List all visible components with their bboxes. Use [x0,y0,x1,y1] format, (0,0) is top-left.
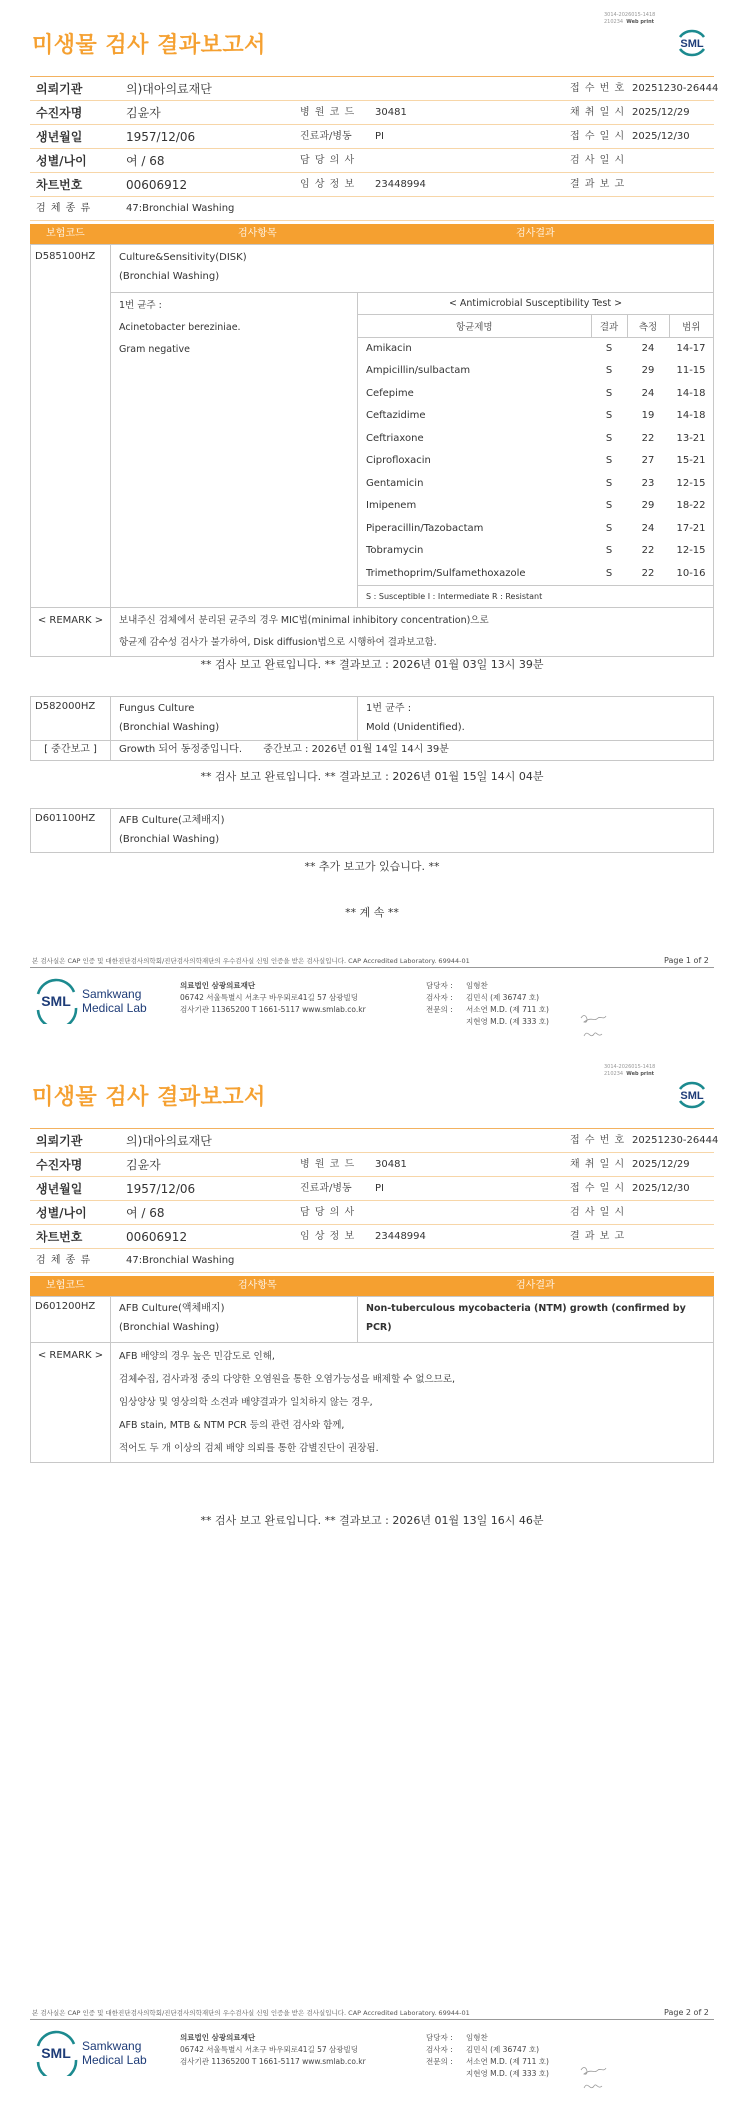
institution-value: 의)대아의료재단 [126,1134,212,1148]
disk-complete-note: ** 검사 보고 완료입니다. ** 결과보고 : 2026년 01월 03일 13시 39분 [200,658,544,671]
fungus-test-name-cell [111,697,358,741]
antibiotic-range: 18-22 [676,500,706,512]
sex-age-label: 성별/나이 [36,154,87,168]
afb-liquid-code: D601200HZ [31,1297,111,1343]
institution-label: 의뢰기관 [36,82,83,96]
antibiotic-row [358,517,713,540]
disk-test-table [30,244,714,657]
report-label: 결 과 보 고 [570,1231,626,1242]
svg-text:Samkwang: Samkwang [82,987,142,1001]
gram-stain: Gram negative [119,344,190,355]
lab-org-name: 의료법인 삼광의료재단 [180,2033,256,2042]
antibiotic-row [358,495,713,518]
chart-no-label: 차트번호 [36,1230,83,1244]
antibiotic-zone-value: 24 [641,522,655,534]
ast-col-result: 결과 [591,315,627,337]
remark-line: 적어도 두 개 이상의 검체 배양 의뢰를 통한 감별진단이 권장됨. [119,1443,379,1454]
antibiotic-name: Gentamicin [366,477,424,489]
sml-logo [674,25,710,61]
dept-label: 진료과/병동 [300,131,352,142]
antibiotic-row [358,382,713,405]
hospital-code-label: 병 원 코 드 [300,1159,356,1170]
antibiotic-row [358,562,713,585]
antibiotic-name: Trimethoprim/Sulfamethoxazole [366,567,526,579]
disk-test-name-cell [111,245,714,293]
code-header: 보험코드 [46,1280,85,1291]
receipt-no-label: 접 수 번 호 [570,83,626,94]
results-header [30,224,714,244]
fungus-organism-label: 1번 균주 : [366,703,412,714]
remark-line: 임상양상 및 영상의학 소견과 배양결과가 일치하지 않는 경우, [119,1397,373,1408]
hospital-code-value: 30481 [375,107,407,118]
birth-label: 생년월일 [36,1182,83,1196]
antibiotic-zone-value: 22 [641,567,655,579]
ast-legend: S : Susceptible I : Intermediate R : Resistant [358,585,713,607]
antibiotic-name: Tobramycin [366,545,424,557]
result-header: 검사결과 [516,228,555,239]
patient-info-table [30,1128,719,1273]
receipt-no-value: 20251230-26444 [632,1135,719,1146]
cap-statement: 본 검사실은 CAP 인증 및 대한진단검사의학회/진단검사의학재단의 우수검사실 신임 인증을 받은 검사실입니다. CAP Accredited Laboratory. 69944-01 [32,957,470,965]
clinical-label: 임 상 정 보 [300,1231,356,1242]
clinical-value: 23448994 [375,1231,426,1242]
interim-text: Growth 되어 동정중입니다. [119,744,243,755]
svg-text:SML: SML [680,38,704,50]
report-page-2 [0,1052,744,2104]
antibiotic-zone-value: 29 [641,365,655,377]
result-header: 검사결과 [516,1280,555,1291]
collect-date-label: 채 취 일 시 [570,107,626,118]
afb-solid-specimen: (Bronchial Washing) [119,834,220,845]
specimen-label: 검 체 종 류 [36,1255,92,1266]
antibiotic-name: Ceftazidime [366,410,426,422]
ast-title: < Antimicrobial Susceptibility Test > [358,293,713,315]
svg-text:Samkwang: Samkwang [82,2039,142,2053]
continued-note: ** 계 속 ** [345,906,399,919]
test-date-label: 검 사 일 시 [570,155,626,166]
clinical-value: 23448994 [375,179,426,190]
hospital-code-label: 병 원 코 드 [300,107,356,118]
interim-time: 중간보고 : 2026년 01월 14일 14시 39분 [263,744,449,755]
birth-value: 1957/12/06 [126,1182,196,1196]
receipt-date-value: 2025/12/30 [632,1183,690,1194]
antibiotic-result: S [605,477,613,489]
antibiotic-name: Amikacin [366,343,412,354]
afb-solid-name: AFB Culture(고체배지) [119,815,225,826]
recipient-label: 수진자명 [36,1158,83,1172]
receipt-date-label: 접 수 일 시 [570,131,626,142]
antibiotic-result: S [605,545,613,557]
fungus-test-code: D582000HZ [31,697,111,741]
fungus-test-specimen: (Bronchial Washing) [119,722,220,733]
afb-liquid-specimen: (Bronchial Washing) [119,1322,220,1333]
interim-cell [111,741,714,761]
disk-test-code: D585100HZ [31,245,111,608]
afb-solid-code: D601100HZ [31,809,111,853]
specimen-value: 47:Bronchial Washing [126,203,235,214]
clinical-label: 임 상 정 보 [300,179,356,190]
report-label: 결 과 보 고 [570,179,626,190]
collect-date-value: 2025/12/29 [632,1159,690,1170]
additional-report-note: ** 추가 보고가 있습니다. ** [304,860,440,873]
lab-staff: 담당자 : 임형찬 검사자 : 김민식 (제 36747 호) 전문의 : 서소연 M.D. (제 711 호) 지현영 M.D. (제 333 호) [426,2033,549,2078]
antibiotic-name: Cefepime [366,387,414,399]
afb-liquid-result-1: Non-tuberculous mycobacteria (NTM) growth (confirmed by [366,1303,686,1314]
remark-line: 검체수집, 검사과정 중의 다양한 오염원을 통한 오염가능성을 배제할 수 없으므로, [119,1374,456,1385]
sex-age-value: 여 / 68 [126,1206,165,1220]
institution-value: 의)대아의료재단 [126,82,212,96]
antibiotic-name: Ampicillin/sulbactam [366,365,471,377]
antibiotic-result: S [605,500,613,512]
remark-cell [111,607,714,656]
footer-divider [30,2019,714,2020]
remark-line: AFB stain, MTB & NTM PCR 등의 관련 검사와 함께, [119,1420,345,1431]
lab-contact: 검사기관 11365200 T 1661-5117 www.smlab.co.kr [180,2057,366,2066]
antibiotic-range: 14-17 [676,343,706,354]
receipt-no-value: 20251230-26444 [632,83,719,94]
lab-staff: 담당자 : 임형찬 검사자 : 김민식 (제 36747 호) 전문의 : 서소연 M.D. (제 711 호) 지현영 M.D. (제 333 호) [426,981,549,1026]
samkwang-logo [34,978,154,1024]
lab-org-info [180,2032,366,2068]
antibiotic-range: 17-21 [676,522,706,534]
page-number: Page 1 of 2 [664,956,709,965]
antibiotic-row [358,450,713,473]
page-title: 미생물 검사 결과보고서 [32,1085,266,1110]
antibiotic-row [358,472,713,495]
item-header: 검사항목 [238,228,277,239]
patient-info-table [30,76,719,221]
remark-label: < REMARK > [31,607,111,656]
chart-no-label: 차트번호 [36,178,83,192]
antibiotic-zone-value: 22 [641,545,655,557]
lab-org-name: 의료법인 삼광의료재단 [180,981,256,990]
page-number: Page 2 of 2 [664,2008,709,2017]
antibiotic-row [358,337,713,360]
fungus-test-name: Fungus Culture [119,703,195,714]
ast-col-value: 측정 [627,315,669,337]
remark-line-1: 보내주신 검체에서 분리된 균주의 경우 MIC법(minimal inhibitory concentration)으로 [119,614,489,626]
footer-divider [30,967,714,968]
ast-table [358,315,713,585]
fungus-organism: Mold (Unidentified). [366,722,465,733]
fungus-test-table [30,696,714,761]
samkwang-logo [34,2030,154,2076]
antibiotic-result: S [605,432,613,444]
afb-liquid-name-cell [111,1297,358,1343]
dept-value: PI [375,1183,384,1194]
page-title: 미생물 검사 결과보고서 [32,33,266,58]
collect-date-value: 2025/12/29 [632,107,690,118]
antibiotic-name: Piperacillin/Tazobactam [366,522,484,534]
antibiotic-range: 12-15 [676,545,706,557]
lab-address: 06742 서울특별시 서초구 바우뫼로41길 57 삼광빌딩 [180,2045,359,2054]
organism-cell [111,293,358,608]
antibiotic-name: Ciprofloxacin [366,455,431,467]
lab-contact: 검사기관 11365200 T 1661-5117 www.smlab.co.kr [180,1005,366,1014]
doctor-label: 담 당 의 사 [300,1207,356,1218]
antibiotic-zone-value: 24 [641,387,655,399]
antibiotic-range: 12-15 [676,477,706,489]
antibiotic-range: 13-21 [676,432,706,444]
antibiotic-zone-value: 29 [641,500,655,512]
print-meta: 3014-2026015-1418 210234 Web print [604,1064,656,1077]
organism-label: 1번 균주 : [119,300,162,311]
antibiotic-zone-value: 23 [641,477,655,489]
antibiotic-result: S [605,387,613,399]
afb-solid-name-cell [111,809,714,853]
birth-value: 1957/12/06 [126,130,196,144]
antibiotic-name: Ceftriaxone [366,432,424,444]
sml-logo [674,1077,710,1113]
dept-value: PI [375,131,384,142]
doctor-label: 담 당 의 사 [300,155,356,166]
organism-name: Acinetobacter bereziniae. [119,322,241,333]
sex-age-value: 여 / 68 [126,154,165,168]
antibiotic-result: S [605,567,613,579]
recipient-label: 수진자명 [36,106,83,120]
chart-no-value: 00606912 [126,178,188,192]
receipt-no-label: 접 수 번 호 [570,1135,626,1146]
ast-col-drug: 항균제명 [358,315,591,337]
afb-liquid-table [30,1296,714,1463]
antibiotic-row [358,405,713,428]
lab-org-info [180,980,366,1016]
antibiotic-zone-value: 22 [641,432,655,444]
fungus-result-cell [358,697,714,741]
antibiotic-result: S [605,455,613,467]
antibiotic-zone-value: 24 [641,343,655,354]
svg-text:Medical Lab: Medical Lab [82,1001,147,1015]
afb-solid-table [30,808,714,853]
antibiotic-range: 15-21 [676,455,706,467]
antibiotic-row [358,360,713,383]
test-date-label: 검 사 일 시 [570,1207,626,1218]
svg-text:SML: SML [41,993,71,1009]
remark-label: < REMARK > [31,1343,111,1463]
receipt-date-value: 2025/12/30 [632,131,690,142]
antibiotic-result: S [605,343,613,354]
antibiotic-range: 14-18 [676,410,706,422]
results-header [30,1276,714,1296]
afb-liquid-complete-note: ** 검사 보고 완료입니다. ** 결과보고 : 2026년 01월 13일 16시 46분 [200,1514,544,1527]
signature [578,2060,608,2096]
antibiotic-result: S [605,410,613,422]
interim-label: [ 중간보고 ] [31,741,111,761]
birth-label: 생년월일 [36,130,83,144]
dept-label: 진료과/병동 [300,1183,352,1194]
svg-text:SML: SML [41,2045,71,2061]
afb-liquid-name: AFB Culture(액체배지) [119,1303,225,1314]
receipt-date-label: 접 수 일 시 [570,1183,626,1194]
cap-statement: 본 검사실은 CAP 인증 및 대한진단검사의학회/진단검사의학재단의 우수검사실 신임 인증을 받은 검사실입니다. CAP Accredited Laboratory. 69944-01 [32,2009,470,2017]
antibiotic-range: 10-16 [676,567,706,579]
item-header: 검사항목 [238,1280,277,1291]
remark-line: AFB 배양의 경우 높은 민감도로 인해, [119,1351,275,1362]
antibiotic-name: Imipenem [366,500,417,512]
afb-liquid-result-cell [358,1297,714,1343]
svg-text:SML: SML [680,1090,704,1102]
remark-line-2: 항균제 감수성 검사가 불가하여, Disk diffusion법으로 시행하여 결과보고함. [119,636,437,648]
antibiotic-range: 11-15 [676,365,706,377]
code-header: 보험코드 [46,228,85,239]
print-meta: 3014-2026015-1418 210234 Web print [604,12,656,25]
recipient-value: 김윤자 [126,1158,161,1172]
specimen-value: 47:Bronchial Washing [126,1255,235,1266]
antibiotic-result: S [605,522,613,534]
afb-liquid-result-2: PCR) [366,1322,392,1333]
antibiotic-row [358,427,713,450]
chart-no-value: 00606912 [126,1230,188,1244]
specimen-label: 검 체 종 류 [36,203,92,214]
fungus-complete-note: ** 검사 보고 완료입니다. ** 결과보고 : 2026년 01월 15일 14시 04분 [200,770,544,783]
antibiotic-result: S [605,365,613,377]
recipient-value: 김윤자 [126,106,161,120]
institution-label: 의뢰기관 [36,1134,83,1148]
svg-text:Medical Lab: Medical Lab [82,2053,147,2067]
ast-cell [358,293,714,608]
antibiotic-zone-value: 19 [641,410,655,422]
collect-date-label: 채 취 일 시 [570,1159,626,1170]
sex-age-label: 성별/나이 [36,1206,87,1220]
lab-address: 06742 서울특별시 서초구 바우뫼로41길 57 삼광빌딩 [180,993,359,1002]
antibiotic-row [358,540,713,563]
disk-test-specimen: (Bronchial Washing) [119,271,220,282]
antibiotic-range: 14-18 [676,387,706,399]
ast-col-range: 범위 [669,315,713,337]
antibiotic-zone-value: 27 [641,455,655,467]
disk-test-name: Culture&Sensitivity(DISK) [119,252,247,263]
hospital-code-value: 30481 [375,1159,407,1170]
signature [578,1008,608,1044]
remark-cell [111,1343,714,1463]
